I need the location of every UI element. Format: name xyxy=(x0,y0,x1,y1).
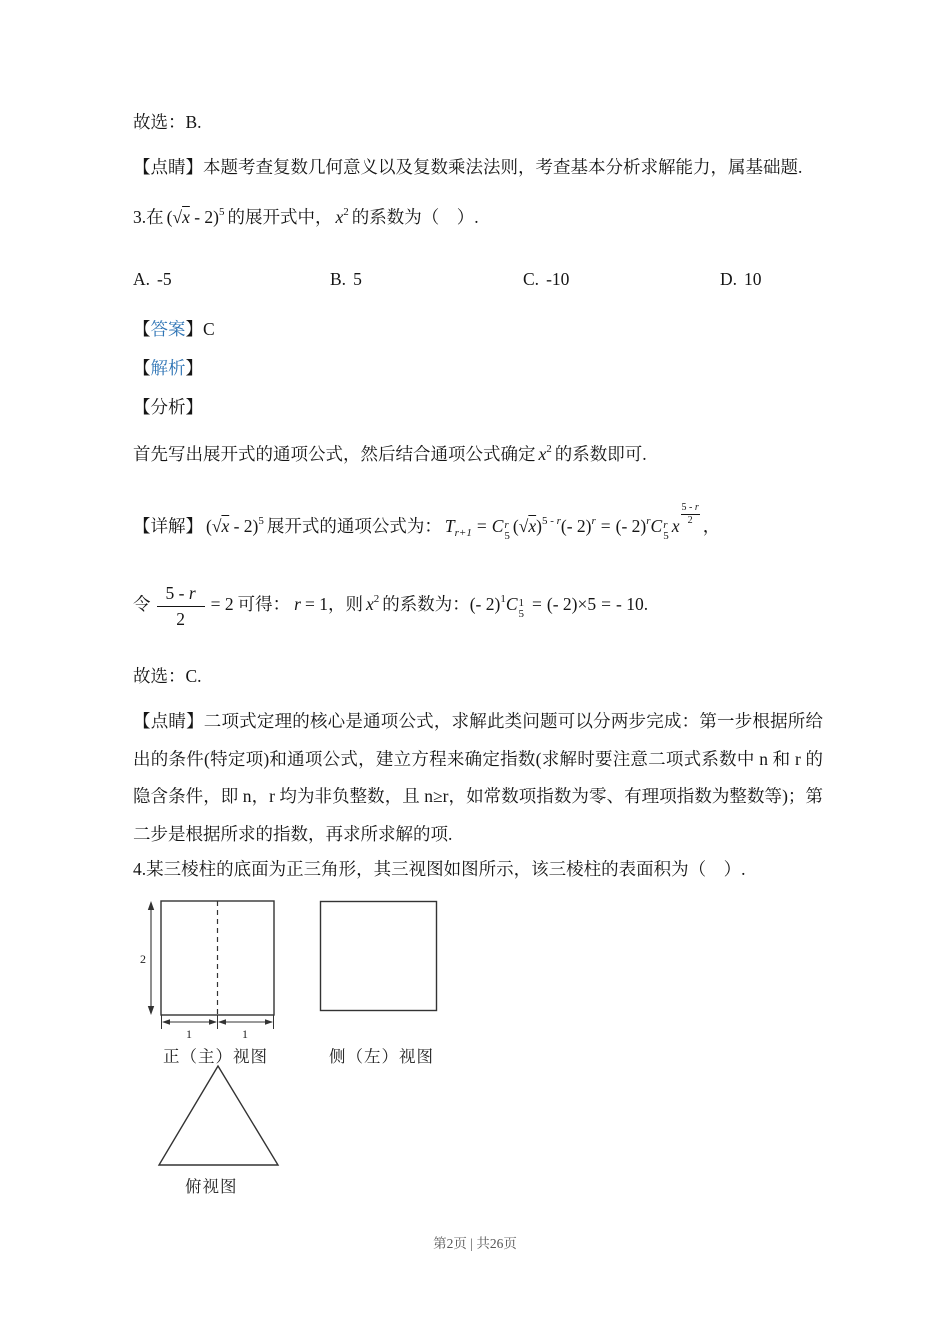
option-b-label: B. xyxy=(330,269,347,289)
sup-1: 1 xyxy=(518,597,525,609)
bracket-close: 】 xyxy=(185,319,203,339)
option-d-value: 10 xyxy=(744,269,762,289)
option-a xyxy=(133,267,330,292)
top-view-triangle xyxy=(159,1066,278,1165)
sqrt-sign: √ xyxy=(518,516,529,536)
q3-solve-line xyxy=(133,571,823,632)
neg-10: - 10 xyxy=(616,594,644,614)
q3-jiexi-line xyxy=(133,356,823,381)
formula-x-squared xyxy=(336,207,349,227)
equals-1: = 1 xyxy=(304,594,328,614)
C-indices-1-5 xyxy=(519,598,525,620)
q3-analysis xyxy=(133,437,823,467)
var-C: C xyxy=(650,516,663,536)
formula-general-term xyxy=(444,502,700,542)
minus-2-rparen: - 2) xyxy=(229,516,259,536)
exponent-r: r xyxy=(646,515,651,527)
var-r: r xyxy=(294,594,301,614)
option-c-value: -10 xyxy=(546,269,570,289)
option-c-label: C. xyxy=(523,269,540,289)
q3-stem xyxy=(133,197,823,232)
neg-two-paren: (- 2) xyxy=(615,516,647,536)
top-view-diagram xyxy=(157,1064,281,1168)
jiexi-word: 解析 xyxy=(150,358,186,378)
exponent-5: 5 xyxy=(219,206,225,218)
neg-two-paren: (- 2) xyxy=(469,594,501,614)
note-q2: 【点睛】本题考查复数几何意义以及复数乘法法则，考查基本分析求解能力，属基础题. xyxy=(133,157,803,177)
C-indices-r-5 xyxy=(504,520,510,542)
neg-two-paren: (- 2) xyxy=(560,516,592,536)
analysis-pre: 首先写出展开式的通项公式，然后结合通项公式确定 xyxy=(133,444,536,464)
fraction-5-minus-r-over-2 xyxy=(157,582,205,630)
frac-denominator: 2 xyxy=(687,515,693,526)
lparen: ( xyxy=(206,516,212,536)
bracket-open: 【 xyxy=(133,319,151,339)
q3-tail: 的系数为（ ）. xyxy=(351,207,479,227)
q3-detail-line xyxy=(133,503,823,551)
exponent-2: 2 xyxy=(373,593,380,605)
sup-r: r xyxy=(504,519,509,531)
arrow-left xyxy=(218,1019,226,1025)
var-r: r xyxy=(556,515,561,527)
sub-5: 5 xyxy=(518,608,525,620)
exponent-5: 5 xyxy=(258,515,264,527)
neg-two-paren: (- 2) xyxy=(546,594,578,614)
sub-r-plus-1: r+1 xyxy=(454,527,472,539)
arrow-up xyxy=(148,901,154,910)
q3-note: 【点睛】二项式定理的核心是通项公式，求解此类问题可以分两步完成：第一步根据所给出的条件(特定项)和通项公式，建立方程来确定指数(求解时要注意二项式系数中 n 和 r 的隐含条件，即 n，r 均为非负整数，且 n≥r，如常数项指数为零、有理项指数为整数等)；第二步是根据所求的指数，再求所求解的项. xyxy=(133,711,823,844)
frac-denominator: 2 xyxy=(176,608,185,629)
var-x: x xyxy=(528,516,537,536)
option-a-label: A. xyxy=(133,269,151,289)
exponent-1: 1 xyxy=(500,593,506,605)
formula-sqrt-x-minus-2-pow-5 xyxy=(206,516,264,536)
three-views-figure xyxy=(133,898,823,1200)
side-view-label: 侧（左）视图 xyxy=(329,1047,434,1066)
equals-sign: = xyxy=(600,516,611,536)
var-x: x xyxy=(671,516,680,536)
line-choose-b: 故选：B. xyxy=(133,112,202,132)
comma: ， xyxy=(702,516,721,536)
q3-options-row xyxy=(133,267,823,292)
arrow-right xyxy=(265,1019,273,1025)
option-b-value: 5 xyxy=(353,269,362,289)
frac-numerator xyxy=(681,503,700,515)
coeff-text: 的系数为： xyxy=(382,594,470,614)
ze: ，则 xyxy=(327,594,363,614)
kede: 可得： xyxy=(237,594,291,614)
period: . xyxy=(643,594,649,614)
answer-value: C xyxy=(203,319,215,339)
formula-x-squared xyxy=(539,444,552,464)
q4-stem: 4.某三棱柱的底面为正三角形，其三视图如图所示，该三棱柱的表面积为（ ）. xyxy=(133,859,746,879)
var-T: T xyxy=(444,516,455,536)
lparen: ( xyxy=(512,516,519,536)
exponent-2: 2 xyxy=(343,206,349,218)
var-x: x xyxy=(221,516,230,536)
line-choose-c: 故选：C. xyxy=(133,666,202,686)
var-C: C xyxy=(491,516,504,536)
front-height-dim-label: 2 xyxy=(140,952,146,966)
arrow-right xyxy=(209,1019,217,1025)
front-width-left-dim-label: 1 xyxy=(186,1027,192,1041)
var-r: r xyxy=(188,582,196,603)
equals-sign: = xyxy=(601,594,612,614)
bracket-open: 【 xyxy=(133,358,151,378)
bracket-close: 】 xyxy=(185,358,203,378)
ling: 令 xyxy=(133,594,151,614)
formula-x-squared xyxy=(366,594,379,614)
C-indices-r-5 xyxy=(663,520,669,542)
arrow-left xyxy=(162,1019,170,1025)
q3-fenxi-label: 【分析】 xyxy=(133,397,203,417)
equals-sign: = xyxy=(476,516,487,536)
exponent-fraction-5-minus-r-over-2 xyxy=(681,503,700,526)
lparen: ( xyxy=(166,207,173,227)
sub-5: 5 xyxy=(663,530,669,542)
arrow-down xyxy=(148,1006,154,1015)
equals-sign: = xyxy=(532,594,542,614)
option-d xyxy=(720,267,823,292)
detail-label: 【详解】 xyxy=(133,516,203,536)
sub-5: 5 xyxy=(504,530,510,542)
page-footer: 第2页 | 共26页 xyxy=(433,1236,517,1251)
side-view-diagram xyxy=(319,900,439,1013)
option-b xyxy=(330,267,523,292)
var-x: x xyxy=(335,207,344,227)
exponent-2: 2 xyxy=(546,443,552,455)
five-minus: 5 - xyxy=(165,582,189,603)
var-x: x xyxy=(538,444,547,464)
front-view-diagram xyxy=(139,898,291,1044)
answer-word: 答案 xyxy=(150,319,186,339)
top-view-label: 俯视图 xyxy=(185,1177,238,1196)
times-5: ×5 xyxy=(577,594,597,614)
side-view-rect xyxy=(321,902,437,1011)
rparen: ) xyxy=(536,516,542,536)
exponent-5-minus-r xyxy=(542,515,561,527)
frac-numerator xyxy=(157,582,205,607)
var-C: C xyxy=(505,594,518,614)
q3-mid: 的展开式中， xyxy=(227,207,333,227)
option-a-value: -5 xyxy=(157,269,172,289)
formula-sqrt-x-minus-2-pow-5 xyxy=(167,207,225,227)
minus-2-rparen: - 2) xyxy=(189,207,219,227)
front-view-label: 正（主）视图 xyxy=(163,1047,268,1066)
var-r: r xyxy=(694,502,699,513)
option-d-label: D. xyxy=(720,269,738,289)
equals-2: = 2 xyxy=(210,594,234,614)
exponent-r: r xyxy=(591,515,596,527)
var-x: x xyxy=(365,594,374,614)
q3-answer-line xyxy=(133,317,823,342)
sup-r: r xyxy=(663,519,668,531)
sqrt-sign: √ xyxy=(211,516,222,536)
sqrt-sign: √ xyxy=(172,207,183,227)
var-x: x xyxy=(182,207,190,227)
five-minus: 5 - xyxy=(681,502,695,513)
analysis-post: 的系数即可. xyxy=(554,444,647,464)
front-width-right-dim-label: 1 xyxy=(242,1027,248,1041)
detail-text: 展开式的通项公式为： xyxy=(266,516,442,536)
five-minus: 5 - xyxy=(541,515,557,527)
document-page-content xyxy=(133,110,823,1200)
q3-lead: 3.在 xyxy=(133,207,164,227)
option-c xyxy=(523,267,720,292)
